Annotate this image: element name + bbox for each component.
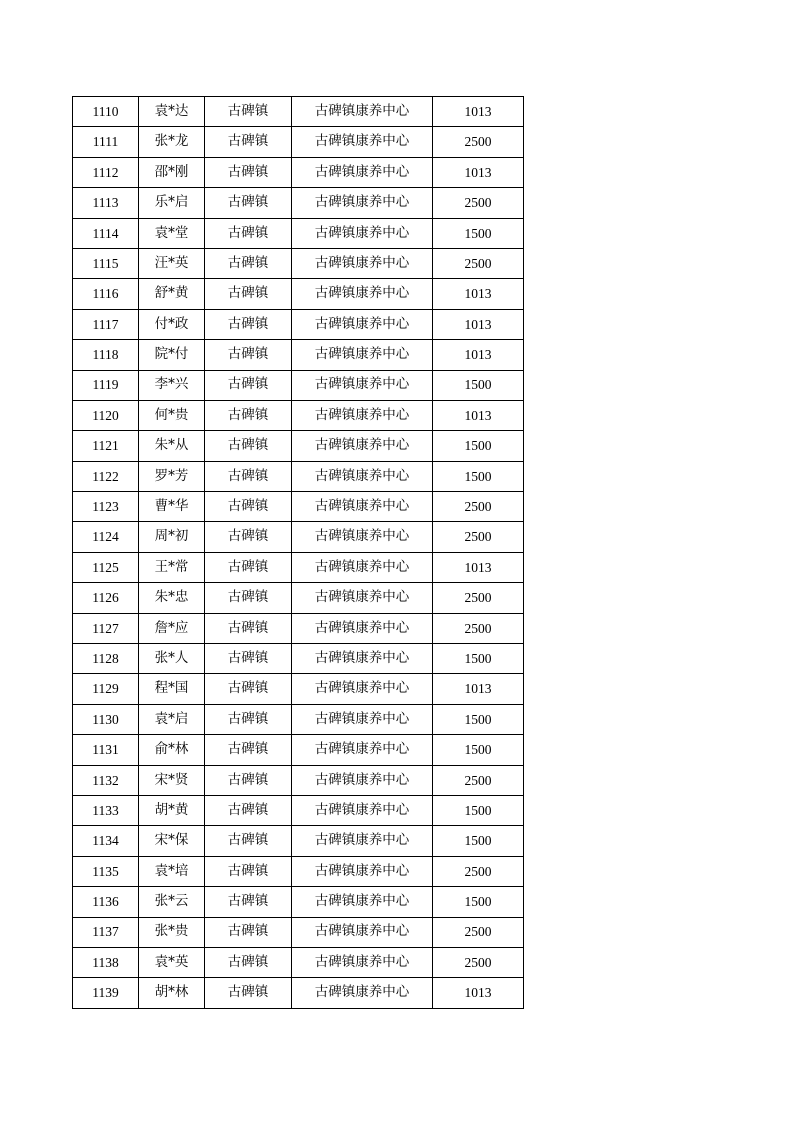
table-row <box>73 735 524 765</box>
cell-institution: 古碑镇康养中心 <box>292 309 433 339</box>
table-row <box>73 431 524 461</box>
cell-town: 古碑镇 <box>205 826 292 856</box>
cell-name: 舒*黄 <box>139 279 205 309</box>
table-row <box>73 765 524 795</box>
cell-id: 1129 <box>73 674 139 704</box>
cell-town: 古碑镇 <box>205 370 292 400</box>
cell-id: 1139 <box>73 978 139 1008</box>
cell-amount: 2500 <box>433 765 524 795</box>
cell-town: 古碑镇 <box>205 644 292 674</box>
table-row <box>73 492 524 522</box>
cell-name: 袁*堂 <box>139 218 205 248</box>
cell-amount: 1500 <box>433 795 524 825</box>
cell-amount: 1013 <box>433 309 524 339</box>
cell-institution: 古碑镇康养中心 <box>292 978 433 1008</box>
cell-id: 1122 <box>73 461 139 491</box>
cell-amount: 1013 <box>433 340 524 370</box>
cell-id: 1132 <box>73 765 139 795</box>
cell-id: 1131 <box>73 735 139 765</box>
table-row <box>73 370 524 400</box>
cell-id: 1135 <box>73 856 139 886</box>
cell-amount: 2500 <box>433 127 524 157</box>
cell-name: 曹*华 <box>139 492 205 522</box>
cell-name: 张*贵 <box>139 917 205 947</box>
cell-amount: 2500 <box>433 583 524 613</box>
cell-institution: 古碑镇康养中心 <box>292 188 433 218</box>
cell-amount: 2500 <box>433 917 524 947</box>
table-row <box>73 613 524 643</box>
cell-town: 古碑镇 <box>205 188 292 218</box>
cell-id: 1121 <box>73 431 139 461</box>
cell-town: 古碑镇 <box>205 583 292 613</box>
cell-name: 邵*刚 <box>139 157 205 187</box>
cell-institution: 古碑镇康养中心 <box>292 826 433 856</box>
cell-id: 1112 <box>73 157 139 187</box>
cell-name: 汪*英 <box>139 248 205 278</box>
cell-id: 1115 <box>73 248 139 278</box>
table-body <box>73 97 524 1009</box>
cell-id: 1126 <box>73 583 139 613</box>
table-row <box>73 127 524 157</box>
cell-name: 詹*应 <box>139 613 205 643</box>
cell-amount: 1500 <box>433 644 524 674</box>
cell-institution: 古碑镇康养中心 <box>292 765 433 795</box>
cell-institution: 古碑镇康养中心 <box>292 157 433 187</box>
cell-town: 古碑镇 <box>205 947 292 977</box>
cell-institution: 古碑镇康养中心 <box>292 947 433 977</box>
cell-institution: 古碑镇康养中心 <box>292 704 433 734</box>
cell-id: 1117 <box>73 309 139 339</box>
cell-amount: 2500 <box>433 492 524 522</box>
cell-id: 1111 <box>73 127 139 157</box>
cell-town: 古碑镇 <box>205 97 292 127</box>
cell-institution: 古碑镇康养中心 <box>292 887 433 917</box>
cell-institution: 古碑镇康养中心 <box>292 461 433 491</box>
cell-amount: 1500 <box>433 370 524 400</box>
cell-amount: 1500 <box>433 735 524 765</box>
cell-town: 古碑镇 <box>205 522 292 552</box>
cell-institution: 古碑镇康养中心 <box>292 218 433 248</box>
cell-name: 院*付 <box>139 340 205 370</box>
cell-name: 袁*培 <box>139 856 205 886</box>
cell-town: 古碑镇 <box>205 157 292 187</box>
table-row <box>73 400 524 430</box>
cell-institution: 古碑镇康养中心 <box>292 552 433 582</box>
cell-name: 程*国 <box>139 674 205 704</box>
cell-institution: 古碑镇康养中心 <box>292 97 433 127</box>
cell-amount: 2500 <box>433 613 524 643</box>
cell-amount: 2500 <box>433 522 524 552</box>
cell-id: 1137 <box>73 917 139 947</box>
cell-amount: 2500 <box>433 856 524 886</box>
cell-id: 1136 <box>73 887 139 917</box>
cell-id: 1110 <box>73 97 139 127</box>
cell-amount: 1500 <box>433 431 524 461</box>
cell-institution: 古碑镇康养中心 <box>292 795 433 825</box>
cell-town: 古碑镇 <box>205 765 292 795</box>
cell-name: 付*政 <box>139 309 205 339</box>
table-row <box>73 978 524 1008</box>
cell-id: 1116 <box>73 279 139 309</box>
cell-id: 1118 <box>73 340 139 370</box>
cell-id: 1124 <box>73 522 139 552</box>
cell-name: 宋*贤 <box>139 765 205 795</box>
cell-town: 古碑镇 <box>205 795 292 825</box>
cell-id: 1138 <box>73 947 139 977</box>
cell-town: 古碑镇 <box>205 735 292 765</box>
cell-name: 袁*达 <box>139 97 205 127</box>
cell-institution: 古碑镇康养中心 <box>292 856 433 886</box>
cell-id: 1123 <box>73 492 139 522</box>
cell-town: 古碑镇 <box>205 492 292 522</box>
cell-town: 古碑镇 <box>205 613 292 643</box>
table-row <box>73 340 524 370</box>
cell-town: 古碑镇 <box>205 917 292 947</box>
table-row <box>73 826 524 856</box>
table-row <box>73 674 524 704</box>
cell-name: 朱*忠 <box>139 583 205 613</box>
cell-id: 1119 <box>73 370 139 400</box>
cell-amount: 1500 <box>433 704 524 734</box>
table-row <box>73 248 524 278</box>
table-row <box>73 917 524 947</box>
cell-id: 1133 <box>73 795 139 825</box>
cell-town: 古碑镇 <box>205 248 292 278</box>
cell-name: 周*初 <box>139 522 205 552</box>
cell-name: 王*常 <box>139 552 205 582</box>
cell-town: 古碑镇 <box>205 279 292 309</box>
cell-amount: 1013 <box>433 97 524 127</box>
table-row <box>73 552 524 582</box>
cell-amount: 1500 <box>433 826 524 856</box>
cell-amount: 1013 <box>433 157 524 187</box>
cell-id: 1127 <box>73 613 139 643</box>
cell-town: 古碑镇 <box>205 431 292 461</box>
cell-institution: 古碑镇康养中心 <box>292 917 433 947</box>
table-row <box>73 97 524 127</box>
table-row <box>73 583 524 613</box>
cell-institution: 古碑镇康养中心 <box>292 644 433 674</box>
cell-institution: 古碑镇康养中心 <box>292 400 433 430</box>
cell-town: 古碑镇 <box>205 218 292 248</box>
cell-town: 古碑镇 <box>205 704 292 734</box>
cell-institution: 古碑镇康养中心 <box>292 340 433 370</box>
cell-name: 李*兴 <box>139 370 205 400</box>
cell-name: 宋*保 <box>139 826 205 856</box>
cell-institution: 古碑镇康养中心 <box>292 127 433 157</box>
table-row <box>73 461 524 491</box>
cell-name: 罗*芳 <box>139 461 205 491</box>
cell-name: 朱*从 <box>139 431 205 461</box>
table-row <box>73 157 524 187</box>
cell-institution: 古碑镇康养中心 <box>292 279 433 309</box>
cell-id: 1113 <box>73 188 139 218</box>
cell-institution: 古碑镇康养中心 <box>292 431 433 461</box>
cell-institution: 古碑镇康养中心 <box>292 522 433 552</box>
cell-town: 古碑镇 <box>205 340 292 370</box>
cell-name: 张*龙 <box>139 127 205 157</box>
cell-amount: 1500 <box>433 461 524 491</box>
cell-amount: 2500 <box>433 248 524 278</box>
cell-name: 张*人 <box>139 644 205 674</box>
table-row <box>73 279 524 309</box>
cell-institution: 古碑镇康养中心 <box>292 248 433 278</box>
cell-institution: 古碑镇康养中心 <box>292 735 433 765</box>
cell-amount: 1013 <box>433 674 524 704</box>
cell-amount: 1500 <box>433 887 524 917</box>
cell-id: 1114 <box>73 218 139 248</box>
table-row <box>73 644 524 674</box>
table-row <box>73 887 524 917</box>
cell-id: 1125 <box>73 552 139 582</box>
cell-amount: 1013 <box>433 400 524 430</box>
table-row <box>73 218 524 248</box>
cell-name: 袁*启 <box>139 704 205 734</box>
cell-name: 何*贵 <box>139 400 205 430</box>
beneficiary-table <box>72 96 524 1009</box>
cell-amount: 2500 <box>433 188 524 218</box>
cell-amount: 2500 <box>433 947 524 977</box>
cell-institution: 古碑镇康养中心 <box>292 583 433 613</box>
cell-id: 1130 <box>73 704 139 734</box>
cell-town: 古碑镇 <box>205 127 292 157</box>
cell-amount: 1013 <box>433 552 524 582</box>
cell-town: 古碑镇 <box>205 309 292 339</box>
table-row <box>73 188 524 218</box>
cell-town: 古碑镇 <box>205 552 292 582</box>
cell-town: 古碑镇 <box>205 978 292 1008</box>
cell-institution: 古碑镇康养中心 <box>292 674 433 704</box>
table-row <box>73 795 524 825</box>
table-row <box>73 704 524 734</box>
table-row <box>73 522 524 552</box>
cell-town: 古碑镇 <box>205 461 292 491</box>
cell-id: 1120 <box>73 400 139 430</box>
cell-town: 古碑镇 <box>205 887 292 917</box>
cell-name: 乐*启 <box>139 188 205 218</box>
cell-town: 古碑镇 <box>205 400 292 430</box>
cell-id: 1134 <box>73 826 139 856</box>
cell-name: 张*云 <box>139 887 205 917</box>
table-row <box>73 309 524 339</box>
cell-town: 古碑镇 <box>205 856 292 886</box>
cell-name: 俞*林 <box>139 735 205 765</box>
cell-amount: 1500 <box>433 218 524 248</box>
cell-amount: 1013 <box>433 978 524 1008</box>
cell-name: 胡*黄 <box>139 795 205 825</box>
table-row <box>73 856 524 886</box>
cell-name: 胡*林 <box>139 978 205 1008</box>
cell-amount: 1013 <box>433 279 524 309</box>
cell-institution: 古碑镇康养中心 <box>292 370 433 400</box>
cell-institution: 古碑镇康养中心 <box>292 492 433 522</box>
cell-name: 袁*英 <box>139 947 205 977</box>
cell-town: 古碑镇 <box>205 674 292 704</box>
table-row <box>73 947 524 977</box>
cell-institution: 古碑镇康养中心 <box>292 613 433 643</box>
cell-id: 1128 <box>73 644 139 674</box>
